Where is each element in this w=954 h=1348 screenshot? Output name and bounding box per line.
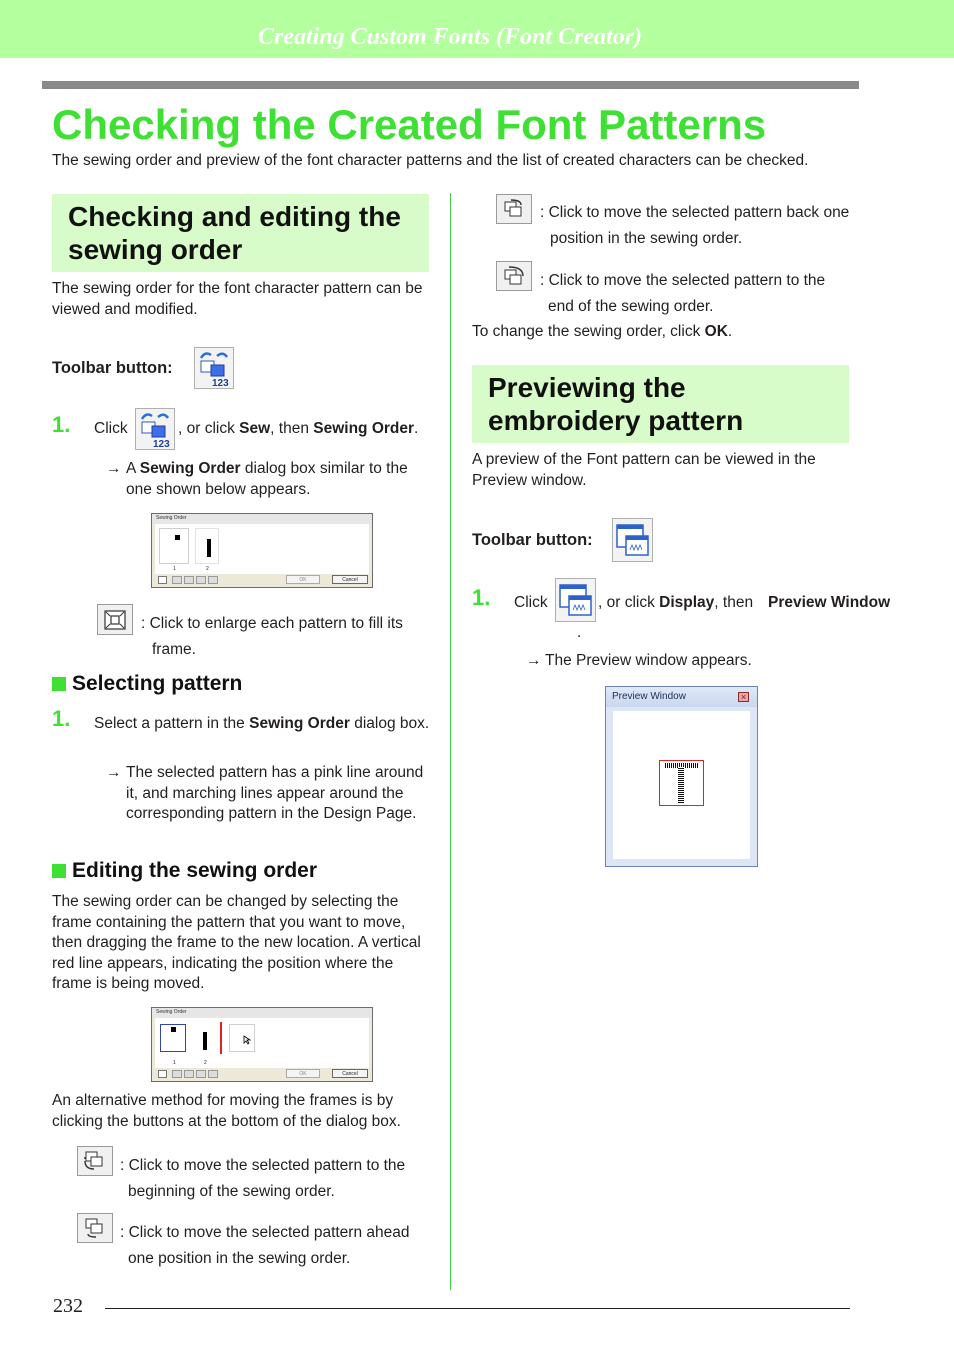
preview-window-icon [555, 578, 596, 622]
sewing-order-dialog [151, 513, 373, 588]
text-fragment: dialog box. [349, 715, 430, 732]
move-to-beginning-icon [77, 1146, 113, 1176]
enlarge-note [141, 611, 431, 663]
enlarge-button[interactable] [158, 576, 167, 584]
preview-window-icon [612, 518, 653, 562]
title-rule [42, 81, 859, 89]
pattern-number: 1 [173, 1060, 176, 1066]
ok-button[interactable]: OK [286, 1069, 320, 1078]
arrow-glyph: → [106, 460, 122, 477]
text-fragment: . [414, 420, 419, 437]
editing-description: The sewing order can be changed by selecting the frame containing the pattern that you want to move, then dragging the frame to the new location. A vertical red line appears, indicating the position where the frame is being moved. [52, 893, 421, 992]
sewing-order-dialog-dragging [151, 1007, 373, 1082]
sewing-order-icon [194, 347, 234, 389]
preview-window-title: Preview Window [606, 687, 757, 707]
change-order-text [472, 322, 732, 342]
cancel-button[interactable]: Cancel [332, 1069, 368, 1078]
close-icon[interactable]: × [738, 692, 749, 702]
enlarge-icon [97, 604, 133, 635]
move-to-beginning-note [120, 1153, 432, 1205]
note-text: : Click to move the selected pattern to the end of the sewing order. [540, 272, 826, 315]
section-heading-sewing-order: Checking and editing the sewing order [52, 194, 429, 272]
note-text: : Click to move the selected pattern ahead one position in the sewing order. [120, 1224, 410, 1267]
text-fragment: , or click [598, 594, 660, 611]
step-result [126, 459, 431, 500]
column-divider [450, 193, 451, 1290]
move-back-note [540, 200, 852, 252]
toolbar-label: Toolbar button: [52, 359, 173, 377]
insert-position-line [220, 1022, 222, 1054]
menu-item-name [768, 593, 891, 618]
step-instruction [598, 593, 753, 613]
move-ahead-note [120, 1220, 432, 1272]
back-button[interactable] [196, 576, 206, 584]
step-result: The Preview window appears. [545, 652, 752, 669]
text-fragment: , then [270, 420, 314, 437]
alternative-method-text: An alternative method for moving the frames is by clicking the buttons at the bottom of the dialog box. [52, 1092, 401, 1130]
running-header: Creating Custom Fonts (Font Creator) [257, 24, 643, 50]
ok-label: OK [704, 323, 728, 340]
pattern-number: 2 [206, 566, 209, 572]
subheading-text: Selecting pattern [72, 672, 243, 695]
to-beginning-button[interactable] [172, 576, 182, 584]
pattern-number: 2 [204, 1060, 207, 1066]
menu-name: Display [659, 594, 715, 611]
section-description: A preview of the Font pattern can be viewed in the Preview window. [472, 451, 816, 489]
pattern-glyph [203, 1032, 207, 1050]
section-description: The sewing order for the font character pattern can be viewed and modified. [52, 280, 423, 318]
text-fragment: dialog box similar to the one shown below appears. [126, 460, 408, 498]
subheading-text: Editing the sewing order [72, 859, 318, 882]
ok-button[interactable]: OK [286, 575, 320, 584]
to-beginning-button[interactable] [172, 1070, 182, 1078]
sewing-order-icon [135, 408, 175, 450]
stitch-pattern [678, 767, 684, 803]
pattern-glyph [175, 535, 180, 540]
text-fragment: . [727, 323, 733, 340]
dialog-name: Sewing Order [139, 460, 241, 477]
footer-rule [105, 1308, 850, 1309]
text-fragment: A [126, 460, 140, 477]
ahead-button[interactable] [184, 576, 194, 584]
pattern-glyph [171, 1027, 176, 1032]
step-instruction [94, 713, 431, 735]
step-end-period: . [577, 624, 582, 641]
text-fragment: To change the sewing order, click [472, 323, 705, 340]
pattern-frame[interactable] [159, 528, 189, 564]
move-ahead-icon [77, 1213, 113, 1243]
cancel-button[interactable]: Cancel [332, 575, 368, 584]
cursor-arrow-icon [243, 1035, 251, 1045]
text-fragment: , or click [178, 420, 240, 437]
dialog-name: Sewing Order [249, 715, 350, 732]
text-fragment: Select a pattern in the [94, 715, 250, 732]
step-text-click: Click [514, 594, 548, 611]
move-to-end-icon [496, 261, 532, 291]
step-result: The selected pattern has a pink line around it, and marching lines appear around the corresponding pattern in the Design Page. [126, 764, 424, 822]
page-number: 232 [53, 1295, 83, 1317]
pattern-bounding-box [659, 760, 704, 806]
menu-name: Sew [239, 420, 271, 437]
step-number: 1. [472, 585, 491, 610]
dialog-title: Sewing Order [152, 1008, 372, 1017]
menu-item-name: Sewing Order [313, 420, 415, 437]
drag-frame[interactable] [229, 1024, 255, 1052]
pattern-number: 1 [173, 566, 176, 572]
step-number: 1. [52, 412, 71, 437]
move-back-icon [496, 194, 532, 224]
arrow-glyph: → [106, 764, 122, 781]
page-title: Checking the Created Font Patterns [52, 101, 767, 148]
toolbar-label: Toolbar button: [472, 531, 593, 549]
square-bullet-icon [52, 677, 66, 691]
text-fragment: , then [714, 594, 754, 611]
page-intro: The sewing order and preview of the font character patterns and the list of created characters can be checked. [52, 152, 809, 169]
svg-text:123: 123 [153, 439, 170, 449]
ahead-button[interactable] [184, 1070, 194, 1078]
order-buttons [172, 576, 220, 584]
svg-text:123: 123 [212, 378, 229, 388]
dialog-title: Sewing Order [152, 514, 372, 523]
step-text-click: Click [94, 420, 128, 437]
to-end-button[interactable] [208, 1070, 218, 1078]
enlarge-button[interactable] [158, 1070, 167, 1078]
step-instruction [178, 419, 418, 439]
move-to-end-note [540, 268, 852, 320]
pattern-list [155, 1018, 369, 1068]
order-buttons [172, 1070, 220, 1078]
arrow-glyph: → [526, 652, 542, 669]
preview-window [605, 686, 758, 867]
subheading-editing-order [52, 861, 317, 881]
to-end-button[interactable] [208, 576, 218, 584]
menu-item-text: Preview Window [768, 594, 891, 611]
preview-canvas [613, 711, 750, 859]
note-text: : Click to enlarge each pattern to fill its frame. [141, 615, 403, 658]
note-text: : Click to move the selected pattern back one position in the sewing order. [540, 204, 850, 247]
pattern-frame-selected[interactable] [160, 1024, 186, 1052]
step-number: 1. [52, 706, 71, 731]
note-text: : Click to move the selected pattern to the beginning of the sewing order. [120, 1157, 406, 1200]
back-button[interactable] [196, 1070, 206, 1078]
square-bullet-icon [52, 864, 66, 878]
section-heading-preview: Previewing the embroidery pattern [472, 365, 849, 443]
subheading-selecting-pattern [52, 674, 242, 694]
pattern-glyph [207, 539, 211, 557]
pattern-list [155, 524, 369, 574]
pattern-frame[interactable] [195, 528, 219, 564]
